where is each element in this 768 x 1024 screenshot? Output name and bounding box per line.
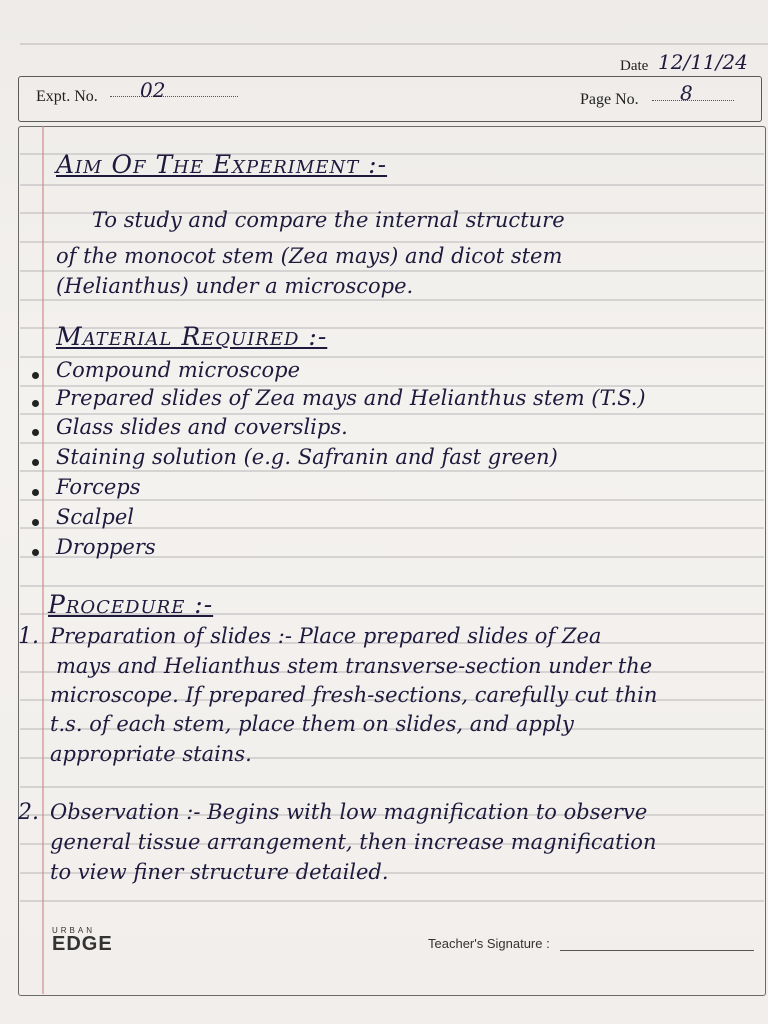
- page-dotfill: [652, 88, 736, 104]
- material-item: Staining solution (e.g. Safranin and fast green): [56, 445, 558, 469]
- step1-line: appropriate stains.: [50, 742, 252, 766]
- material-item: Glass slides and coverslips.: [56, 415, 348, 439]
- step2-line: to view finer structure detailed.: [50, 860, 389, 884]
- step2-line: Observation :- Begins with low magnification to observe: [50, 800, 648, 824]
- page-value: 8: [680, 81, 693, 105]
- aim-line: To study and compare the internal structure: [92, 208, 565, 232]
- margin-line: [42, 126, 44, 994]
- page-label: Page No.: [580, 91, 639, 108]
- expt-value: 02: [140, 78, 166, 102]
- step2-line: general tissue arrangement, then increase magnification: [50, 830, 657, 854]
- bullet-icon: [32, 519, 39, 526]
- step-number: 1.: [18, 624, 39, 649]
- bullet-icon: [32, 549, 39, 556]
- aim-heading: Aim Of The Experiment :-: [56, 150, 388, 179]
- step1-line: Preparation of slides :- Place prepared slides of Zea: [50, 624, 602, 648]
- bullet-icon: [32, 489, 39, 496]
- date-label: Date: [620, 58, 649, 74]
- bullet-icon: [32, 400, 39, 407]
- step1-line: mays and Helianthus stem transverse-section under the: [56, 654, 653, 678]
- signature-label: Teacher's Signature :: [428, 936, 550, 951]
- signature-line: [560, 950, 754, 951]
- bullet-icon: [32, 429, 39, 436]
- step1-line: microscope. If prepared fresh-sections, carefully cut thin: [50, 683, 658, 707]
- material-item: Prepared slides of Zea mays and Helianthus stem (T.S.): [56, 386, 646, 410]
- aim-line: (Helianthus) under a microscope.: [56, 274, 414, 298]
- procedure-heading: Procedure :-: [48, 590, 214, 619]
- material-item: Droppers: [56, 535, 156, 559]
- brand-big: EDGE: [52, 933, 113, 955]
- brand-logo: [52, 926, 113, 953]
- bullet-icon: [32, 459, 39, 466]
- step1-line: t.s. of each stem, place them on slides, and apply: [50, 712, 574, 736]
- date-value: 12/11/24: [658, 50, 748, 74]
- expt-dotfill: [110, 84, 240, 100]
- material-item: Forceps: [56, 475, 141, 499]
- aim-line: of the monocot stem (Zea mays) and dicot stem: [56, 244, 563, 268]
- expt-label: Expt. No.: [36, 88, 98, 105]
- step-number: 2.: [18, 800, 39, 825]
- material-item: Scalpel: [56, 505, 134, 529]
- bullet-icon: [32, 372, 39, 379]
- materials-heading: Material Required :-: [56, 322, 328, 351]
- brand-small: URBAN: [52, 926, 96, 935]
- material-item: Compound microscope: [56, 358, 301, 382]
